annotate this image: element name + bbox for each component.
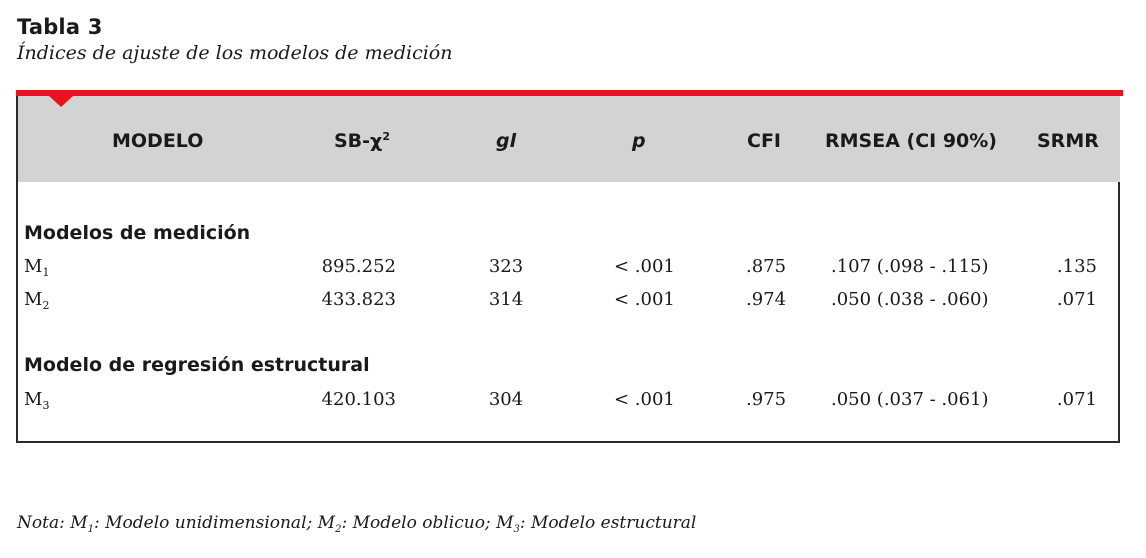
row-m2-rmsea: .050 (.038 - .060)	[831, 289, 989, 310]
header-p: p	[632, 130, 646, 152]
row-m3-model: $M_3$	[24, 389, 50, 412]
header-srmr: SRMR	[1037, 130, 1099, 152]
row-m1-model: $M_1$	[24, 256, 50, 279]
row-m3-cfi: .975	[746, 389, 787, 410]
row-m2-cfi: .974	[746, 289, 787, 310]
row-m3-sbchi: 420.103	[321, 389, 396, 410]
row-m2-gl: 314	[488, 289, 524, 310]
row-m1-sbchi: 895.252	[321, 256, 396, 277]
accent-notch-icon	[49, 96, 73, 107]
section-label-regresion: Modelo de regresión estructural	[24, 354, 370, 376]
row-m1-gl: 323	[488, 256, 524, 277]
row-m1-rmsea: .107 (.098 - .115)	[831, 256, 989, 277]
row-m3-srmr: .071	[1056, 389, 1097, 410]
row-m3-p: < .001	[614, 389, 675, 410]
header-modelo: MODELO	[112, 130, 204, 152]
row-m1-p: < .001	[614, 256, 675, 277]
header-rmsea: RMSEA (CI 90%)	[825, 130, 997, 152]
section-label-medicion: Modelos de medición	[24, 222, 251, 244]
header-gl: gl	[496, 130, 517, 152]
header-sb-chi2-sup: 2	[382, 130, 390, 143]
row-m2-model: $M_2$	[24, 289, 50, 312]
header-sb-chi2-base: SB-χ	[334, 130, 383, 152]
row-m2-sbchi: 433.823	[321, 289, 396, 310]
accent-rule	[16, 90, 1123, 96]
table-note: Nota: $M_1$: Modelo unidimensional; $M_2$: Modelo oblicuo; $M_3$: Modelo estructural	[17, 513, 697, 535]
row-m1-cfi: .875	[746, 256, 787, 277]
table-title: Tabla 3	[17, 15, 103, 39]
row-m1-srmr: .135	[1056, 256, 1097, 277]
row-m3-rmsea: .050 (.037 - .061)	[831, 389, 989, 410]
row-m2-srmr: .071	[1056, 289, 1097, 310]
row-m2-p: < .001	[614, 289, 675, 310]
row-m3-gl: 304	[488, 389, 524, 410]
header-sb-chi2	[334, 130, 390, 152]
header-cfi: CFI	[747, 130, 781, 152]
table-subtitle: Índices de ajuste de los modelos de medición	[17, 42, 453, 64]
